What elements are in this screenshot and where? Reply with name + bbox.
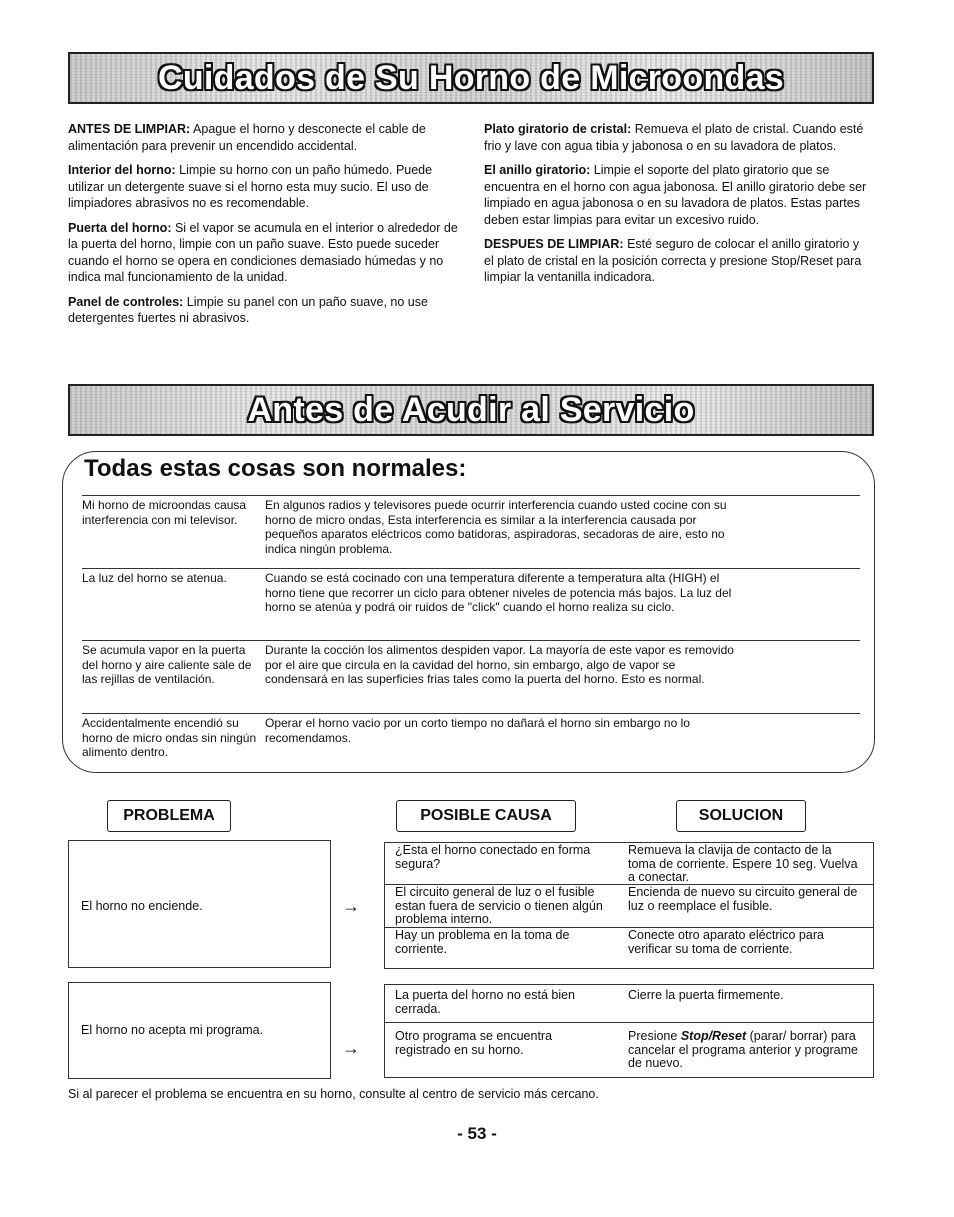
solution-text: Remueva la clavija de contacto de la toma de corriente. Espere 10 seg. Vuelva a conectar. [628,843,858,884]
care-paragraph [68,220,458,286]
care-right-column [484,121,869,294]
cause-text: ¿Esta el horno conectado en forma segura? [395,843,591,871]
care-text: Esté seguro de colocar el anillo giratorio y el plato de cristal en la posición correcta y presione Stop/Reset para limpiar la ventanilla indicadora. [484,237,862,284]
solution-key-name: Stop/Reset [680,1029,747,1043]
solution-text-part: (parar/ borrar) para cancelar el programa anterior y programe de nuevo. [628,1029,858,1070]
normal-row [82,568,860,639]
care-text: Si el vapor se acumula en el interior o alrededor de la puerta del horno, limpie con un paño suave. Esto puede suceder cuando el horno se opera en condiciones demasiado húmedas y no indica mal funcionamiento de la unidad. [68,220,458,284]
care-label: El anillo giratorio: [484,163,591,177]
cause-text: Otro programa se encuentra registrado en su horno. [395,1029,553,1057]
cause-row [384,984,874,1023]
care-label: Puerta del horno: [68,220,172,235]
normal-symptom: La luz del horno se atenua. [82,571,227,585]
normal-symptom: Se acumula vapor en la puerta del horno y aire caliente sale de las rejillas de ventilación. [82,643,252,686]
solution-text: Conecte otro aparato eléctrico para verificar su toma de corriente. [628,928,824,956]
normal-row [82,713,860,766]
cause-row [384,842,874,885]
footer-note: Si al parecer el problema se encuentra en su horno, consulte al centro de servicio más cercano. [68,1087,599,1101]
care-label: Plato giratorio de cristal: [484,122,632,136]
cause-text: Hay un problema en la toma de corriente. [395,928,570,956]
solution-text-part: Presione [628,1029,681,1043]
normal-explanation: Cuando se está cocinado con una temperatura diferente a temperatura alta (HIGH) el horno tiene que recorrer un ciclo para obtener niveles de potencia más bajos. La luz del horno se atenúa y podrá oir ruidos de "click" cuando el horno realiza su ciclo. [265,571,732,614]
section-banner-servicio [68,384,874,436]
cause-row [384,1022,874,1078]
problem-box [68,840,331,968]
normal-explanation: Durante la cocción los alimentos despiden vapor. La mayoría de este vapor es removido por el aire que circula en la cavidad del horno, sin embargo, algo de vapor se condensará en las superficies frias tales como la puerta del horno. Esto es normal. [265,643,734,686]
arrow-right-icon: → [342,1038,360,1058]
cause-row [384,884,874,928]
section-banner-cuidados [68,52,874,104]
normal-symptom: Mi horno de microondas causa interferencia con mi televisor. [82,498,247,527]
care-text: Apague el horno y desconecte el cable de alimentación para prevenir un encendido accidental. [68,122,426,153]
care-text: Limpie su horno con un paño húmedo. Puede utilizar un detergente suave si el horno esta muy sucio. El uso de limpiadores abrasivos no es recomendable. [68,163,433,210]
care-label: DESPUES DE LIMPIAR: [484,237,624,251]
normal-row [82,495,860,566]
care-paragraph [484,162,869,228]
header-problema: PROBLEMA [107,800,231,832]
care-label: Panel de controles: [68,294,184,309]
care-paragraph [68,162,458,212]
care-paragraph [68,121,458,154]
normal-things-title: Todas estas cosas son normales: [84,455,467,482]
care-label: Interior del horno: [68,163,176,177]
problem-text: El horno no enciende. [81,899,203,913]
care-text: Remueva el plato de cristal. Cuando esté frio y lave con agua tibia y jabonosa o en su lavadora de platos. [484,122,864,153]
cause-text: El circuito general de luz o el fusible estan fuera de servicio o tienen algún problema interno. [395,885,603,926]
header-solucion: SOLUCION [676,800,806,832]
section-title: Antes de Acudir al Servicio [247,390,695,429]
care-text: Limpie su panel con un paño suave, no use detergentes fuertes ni abrasivos. [68,294,428,325]
normal-explanation: En algunos radios y televisores puede ocurrir interferencia cuando usted cocine con su horno de micro ondas, Esta interferencia es similar a la interferencia causada por pequeños aparatos eléctricos como batidoras, aspiradoras, secadoras de aire, esto no indica ningún problema. [265,498,727,556]
problem-text: El horno no acepta mi programa. [81,1023,264,1037]
normal-symptom: Accidentalmente encendió su horno de micro ondas sin ningún alimento dentro. [82,716,257,759]
cause-text: La puerta del horno no está bien cerrada. [395,988,575,1016]
normal-row [82,640,860,711]
care-label: ANTES DE LIMPIAR: [68,122,191,136]
care-text: Limpie el soporte del plato giratorio que se encuentra en el horno con agua jabonosa. El anillo giratorio debe ser limpiado en agua jabonosa o en su lavadora de platos. Estas partes deben estar limpias para evitar un excesivo ruido. [484,163,867,227]
care-paragraph [484,121,869,154]
care-paragraph [484,236,869,286]
solution-text: Encienda de nuevo su circuito general de luz o reemplace el fusible. [628,885,858,913]
page-number: - 53 - [457,1124,497,1143]
arrow-right-icon: → [342,896,360,916]
problem-box [68,982,331,1079]
header-posible-causa: POSIBLE CAUSA [396,800,576,832]
normal-explanation: Operar el horno vacio por un corto tiempo no dañará el horno sin embargo no lo recomendamos. [265,716,690,745]
care-paragraph [68,294,458,327]
section-title: Cuidados de Su Horno de Microondas [157,58,785,97]
solution-text [628,1030,858,1071]
solution-text: Cierre la puerta firmemente. [628,988,784,1002]
care-left-column [68,121,458,335]
cause-row [384,927,874,969]
